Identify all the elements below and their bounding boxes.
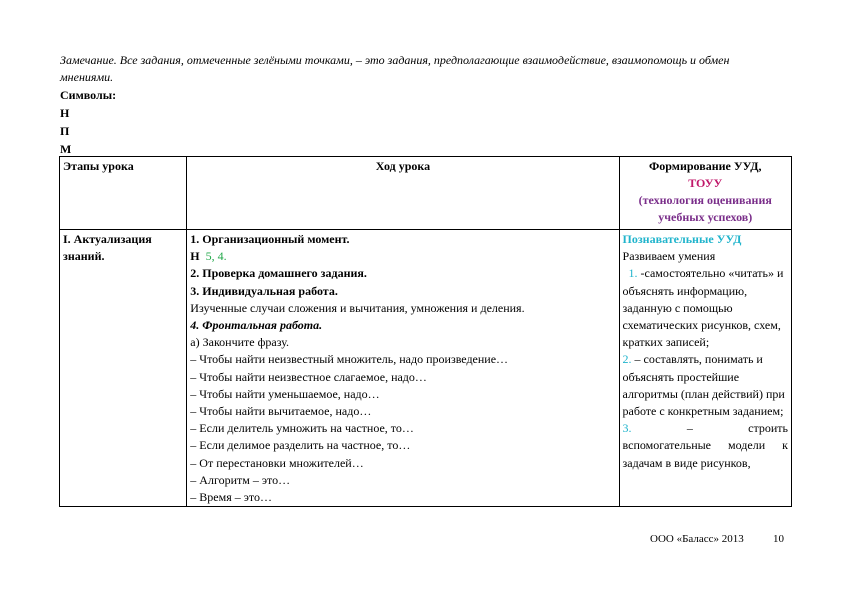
list-item: – От перестановки множителей… [190,455,364,470]
course-cell [187,230,619,507]
footer-publisher: ООО «Баласс» 2013 [650,533,744,545]
list-item: – Если делимое разделить на частное, то… [190,438,411,453]
symbol-m: М [60,142,72,156]
uud-point3-num: 3. [622,421,632,436]
uud-point3-word: строить [748,421,788,436]
header-course: Ход урока [187,157,619,230]
header-uud-line1: Формирование УУД, [648,159,762,173]
lesson-table [59,156,792,507]
uud-point2-text: – составлять, понимать и объяснять простейшие алгоритмы (план действий) при работе с конкретным заданием; [622,352,785,419]
uud-point1-num: 1. [628,266,638,281]
uud-heading: Познавательные УУД [622,232,742,246]
symbols-block [60,86,116,158]
n-label: Н [190,249,200,264]
list-item: – Чтобы найти вычитаемое, надо… [190,404,372,419]
course-n-line [190,248,615,265]
list-item: – Чтобы найти неизвестное слагаемое, надо… [190,369,427,384]
course-item4: 4. Фронтальная работа. [190,318,323,333]
uud-point3-dash: – [686,421,693,436]
page-number: 10 [773,533,784,545]
header-stages: Этапы урока [60,157,187,230]
course-sub-a: а) Закончите фразу. [190,335,290,350]
course-item2: 2. Проверка домашнего задания. [190,266,367,281]
uud-develop: Развиваем умения [622,249,716,264]
header-uud-line2: ТОУУ [688,176,723,191]
list-item: – Чтобы найти неизвестный множитель, надо произведение… [190,352,509,367]
course-studied: Изученные случаи сложения и вычитания, умножения и деления. [190,300,525,315]
symbol-p: П [60,124,70,138]
list-item: – Чтобы найти уменьшаемое, надо… [190,386,380,401]
symbol-n: Н [60,106,70,120]
uud-point3-first-line [623,420,788,437]
table-header-row [60,157,792,230]
list-item: – Время – это… [190,490,272,505]
course-item3: 3. Индивидуальная работа. [190,283,338,298]
table-row [60,230,792,507]
uud-point3 [623,420,788,472]
uud-point3-text: вспомогательные модели к задачам в виде рисунков, [622,438,788,470]
uud-point1-text: -самостоятельно «читать» и объяснять информацию, заданную с помощью схематических рисунков, схем, кратких записей; [622,266,784,350]
note-text: Замечание. Все задания, отмеченные зелёными точками, – это задания, предполагающие взаимодействие, взаимопомощь и обмен мнениями. [60,53,730,84]
header-uud [619,157,791,230]
list-item: – Если делитель умножить на частное, то… [190,421,414,436]
header-uud-line3: (технология оценивания учебных успехов) [638,193,772,225]
uud-point2-num: 2. [622,352,632,367]
symbols-title: Символы: [60,88,117,102]
n-tasks: 5, 4. [205,249,227,264]
uud-point2 [623,351,788,420]
list-item: – Алгоритм – это… [190,472,291,487]
uud-point1 [623,265,788,351]
course-item1: 1. Организационный момент. [190,232,350,246]
uud-cell [619,230,791,507]
stage-cell: I. Актуализация знаний. [60,230,187,507]
